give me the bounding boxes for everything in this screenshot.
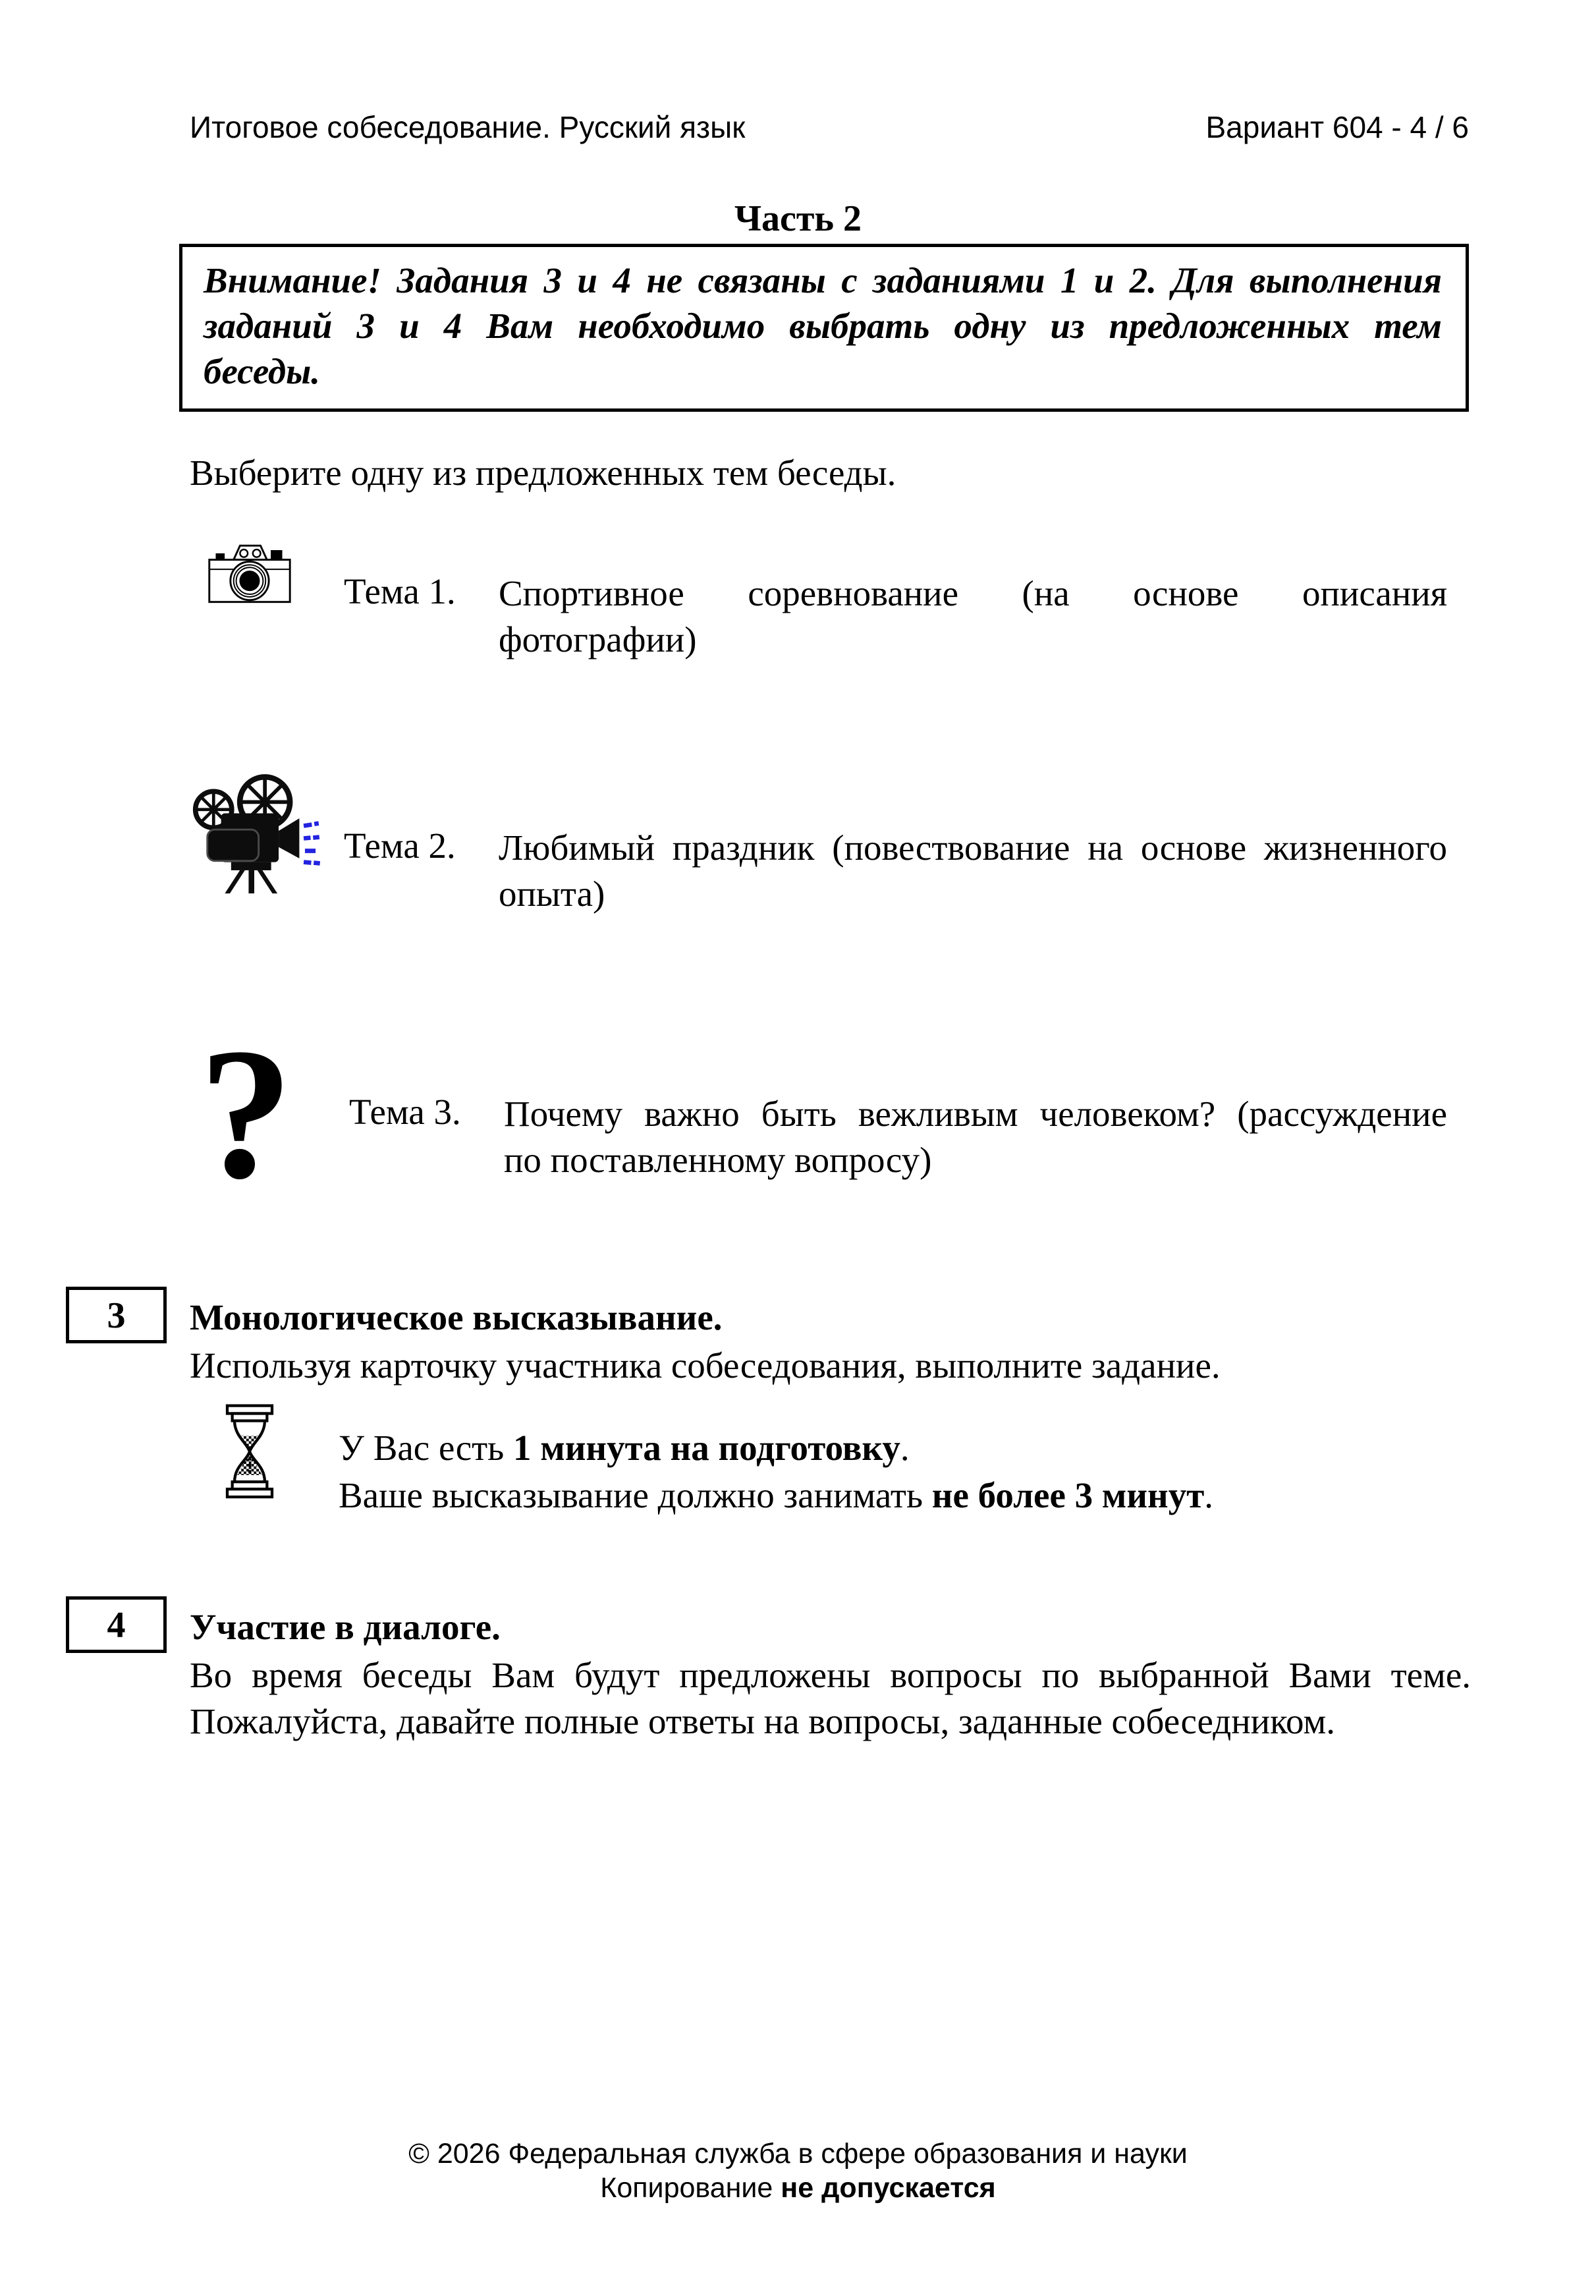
page-footer	[0, 2137, 1596, 2205]
task-4-line: Во время беседы Вам будут предложены вопросы по выбранной Вами теме.	[190, 1655, 1471, 1695]
camera-icon	[204, 540, 294, 613]
theme-3-line: по поставленному вопросу)	[504, 1140, 932, 1180]
task-4-line: Пожалуйста, давайте полные ответы на вопросы, заданные собеседником.	[190, 1701, 1336, 1741]
theme-2-line: Любимый праздник (повествование на основе жизненного	[499, 827, 1447, 868]
header-variant: Вариант 604 - 4 / 6	[1205, 110, 1469, 144]
warning-line: заданий 3 и 4 Вам необходимо выбрать одну из предложенных тем	[204, 306, 1442, 346]
theme-2-label: Тема 2.	[344, 826, 456, 866]
task-3-body: Используя карточку участника собеседования, выполните задание.	[190, 1345, 1221, 1386]
timing-line-2: Ваше высказывание должно занимать не более 3 минут.	[339, 1475, 1213, 1515]
theme-1-line: Спортивное соревнование (на основе описания	[499, 573, 1447, 613]
footer-no-copy: Копирование не допускается	[600, 2172, 996, 2204]
question-mark-icon: ?	[199, 1009, 293, 1218]
task-4-number-box	[66, 1596, 167, 1653]
task-3-number-box	[66, 1287, 167, 1343]
page-header	[190, 109, 1469, 145]
timing-line-1: У Вас есть 1 минута на подготовку.	[339, 1428, 910, 1468]
task-4-number: 4	[107, 1605, 126, 1646]
theme-1-line: фотографии)	[499, 619, 697, 659]
theme-1-text	[499, 571, 1447, 663]
film-projector-icon	[188, 770, 320, 903]
task-3-title: Монологическое высказывание.	[190, 1297, 723, 1337]
intro-text: Выберите одну из предложенных тем беседы.	[190, 453, 896, 493]
timing-note	[339, 1424, 1213, 1519]
theme-3-line: Почему важно быть вежливым человеком? (рассуждение	[504, 1094, 1447, 1134]
task-4-body	[190, 1652, 1471, 1745]
hourglass-icon	[216, 1403, 283, 1511]
task-4-title: Участие в диалоге.	[190, 1607, 501, 1647]
warning-line: Внимание! Задания 3 и 4 не связаны с заданиями 1 и 2. Для выполнения	[204, 260, 1442, 300]
header-subject: Итоговое собеседование. Русский язык	[190, 110, 746, 144]
part-title: Часть 2	[734, 198, 862, 239]
theme-3-text	[504, 1091, 1447, 1183]
warning-box	[179, 244, 1469, 412]
warning-line: беседы.	[204, 351, 321, 391]
task-3-number: 3	[107, 1295, 126, 1336]
theme-3-label: Тема 3.	[349, 1092, 461, 1132]
theme-2-line: опыта)	[499, 874, 605, 914]
theme-1-label: Тема 1.	[344, 571, 456, 611]
theme-2-text	[499, 825, 1447, 917]
footer-copyright: © 2026 Федеральная служба в сфере образования и науки	[408, 2138, 1188, 2170]
